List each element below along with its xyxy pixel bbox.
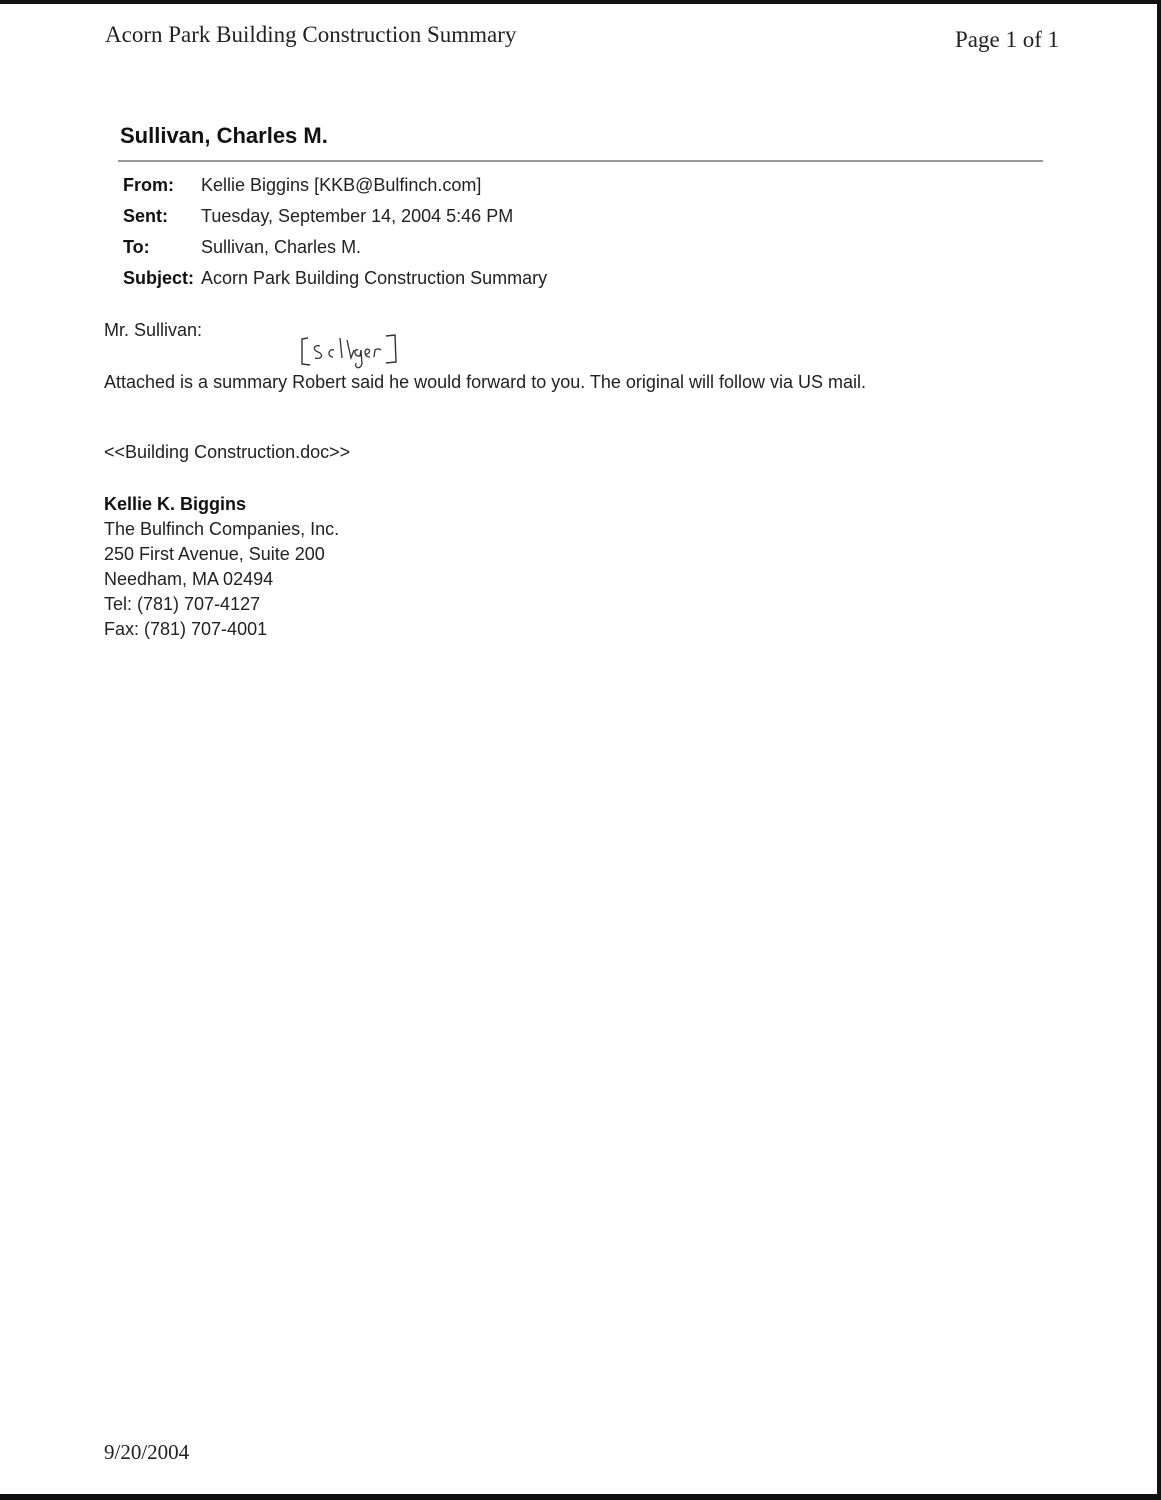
signature-name: Kellie K. Biggins: [104, 494, 247, 514]
message-body: Attached is a summary Robert said he would forward to you. The original will follow via US mail.: [104, 372, 866, 392]
sent-label: Sent:: [123, 206, 168, 226]
signature-telephone: Tel: (781) 707-4127: [104, 594, 261, 614]
scan-border-right: [1157, 0, 1161, 1500]
to-label: To:: [123, 237, 150, 257]
sent-row: [123, 206, 513, 227]
from-row: [123, 175, 481, 196]
from-value: Kellie Biggins [KKB@Bulfinch.com]: [201, 175, 482, 195]
to-value: Sullivan, Charles M.: [201, 237, 362, 257]
print-header-title: Acorn Park Building Construction Summary: [105, 22, 517, 47]
scan-border-bottom: [0, 1494, 1161, 1500]
scan-border-top: [0, 0, 1161, 4]
signature-address-line1: 250 First Avenue, Suite 200: [104, 544, 325, 564]
signature-address-line2: Needham, MA 02494: [104, 569, 274, 589]
subject-label: Subject:: [123, 268, 195, 288]
handwritten-annotation: [298, 330, 406, 374]
mailbox-owner-name: Sullivan, Charles M.: [120, 123, 328, 148]
signature-company: The Bulfinch Companies, Inc.: [104, 519, 340, 539]
sent-value: Tuesday, September 14, 2004 5:46 PM: [201, 206, 514, 226]
print-header-page-number: Page 1 of 1: [955, 27, 1060, 52]
to-row: [123, 237, 361, 258]
greeting: Mr. Sullivan:: [104, 320, 203, 340]
subject-row: [123, 268, 547, 289]
attachment-reference: <<Building Construction.doc>>: [104, 442, 351, 462]
signature-fax: Fax: (781) 707-4001: [104, 619, 268, 639]
subject-value: Acorn Park Building Construction Summary: [201, 268, 548, 288]
header-divider: [118, 160, 1043, 162]
print-footer-date: 9/20/2004: [104, 1440, 190, 1464]
from-label: From:: [123, 175, 174, 195]
